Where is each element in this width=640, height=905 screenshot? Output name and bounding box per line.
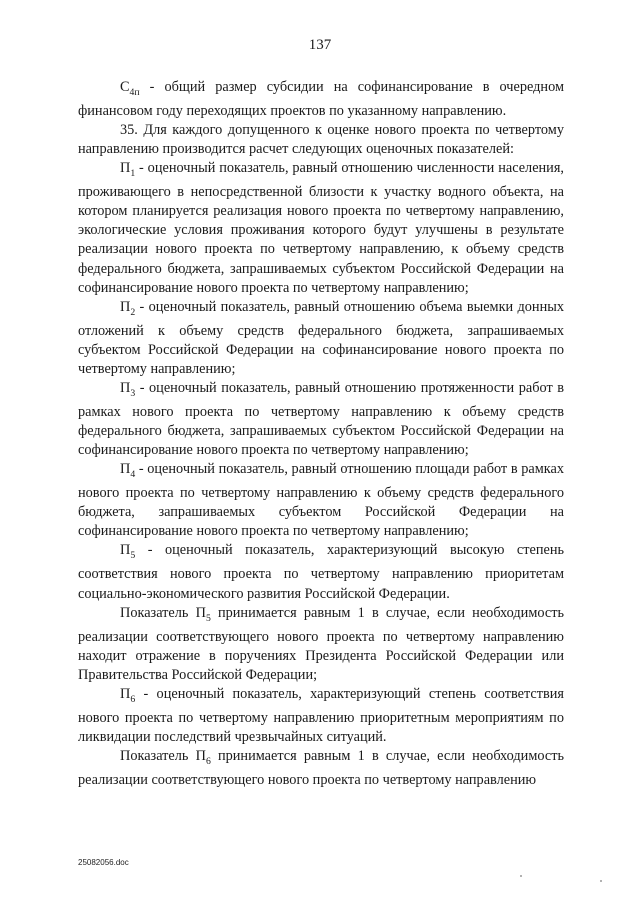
footer-filename: 25082056.doc	[78, 858, 129, 867]
document-body	[78, 78, 564, 790]
paragraph-p3: $П_3$ - оценочный показатель, равный отношению протяженности работ в рамках нового проекта по четвертому направлению к объему средств федерального бюджета, запрашиваемых субъектом Российской Федерации на софинансирование нового проекта по четвертому направлению;	[78, 379, 564, 459]
paragraph-c4p-definition: $С_{4п}$ - общий размер субсидии на софинансирование в очередном финансовом году переходящих проектов по указанному направлению.	[78, 79, 564, 119]
paragraph-p2: $П_2$ - оценочный показатель, равный отношению объема выемки донных отложений к объему средств федерального бюджета, запрашиваемых субъектом Российской Федерации на софинансирование нового проекта по четвертому направлению;	[78, 298, 564, 377]
paragraph-p6: $П_6$ - оценочный показатель, характеризующий степень соответствия нового проекта по четвертому направлению приоритетным мероприятиям по ликвидации последствий чрезвычайных ситуаций.	[78, 685, 564, 745]
paragraph-p4: $П_4$ - оценочный показатель, равный отношению площади работ в рамках нового проекта по четвертому направлению к объему средств федерального бюджета, запрашиваемых субъектом Российской Федерации на софинансирование нового проекта по четвертому направлению;	[78, 461, 564, 540]
paragraph-p5-condition: Показатель $П_5$ принимается равным 1 в случае, если необходимость реализации соответствующего нового проекта по четвертому направлению находит отражение в поручениях Президента Российской Федерации или Правительства Российской Федерации;	[78, 604, 564, 683]
paragraph-p6-condition: Показатель $П_6$ принимается равным 1 в случае, если необходимость реализации соответствующего нового проекта по четвертому направлению	[78, 747, 564, 788]
page-number: 137	[308, 37, 332, 53]
scan-speck	[600, 880, 602, 882]
paragraph-item-35: 35. Для каждого допущенного к оценке нового проекта по четвертому направлению производится расчет следующих оценочных показателей:	[78, 122, 564, 158]
scan-speck	[520, 875, 522, 877]
paragraph-p1: $П_1$ - оценочный показатель, равный отношению численности населения, проживающего в непосредственной близости к участку водного объекта, на котором планируется реализация нового проекта по четвертому направлению, экологические условия проживания которого будут улучшены в результате реализации нового проекта по четвертому направлению, к объему средств федерального бюджета, запрашиваемых субъектом Российской Федерации на софинансирование нового проекта по четвертому направлению;	[78, 160, 564, 296]
paragraph-p5: $П_5$ - оценочный показатель, характеризующий высокую степень соответствия нового проекта по четвертому направлению приоритетам социально-экономического развития Российской Федерации.	[78, 542, 564, 602]
